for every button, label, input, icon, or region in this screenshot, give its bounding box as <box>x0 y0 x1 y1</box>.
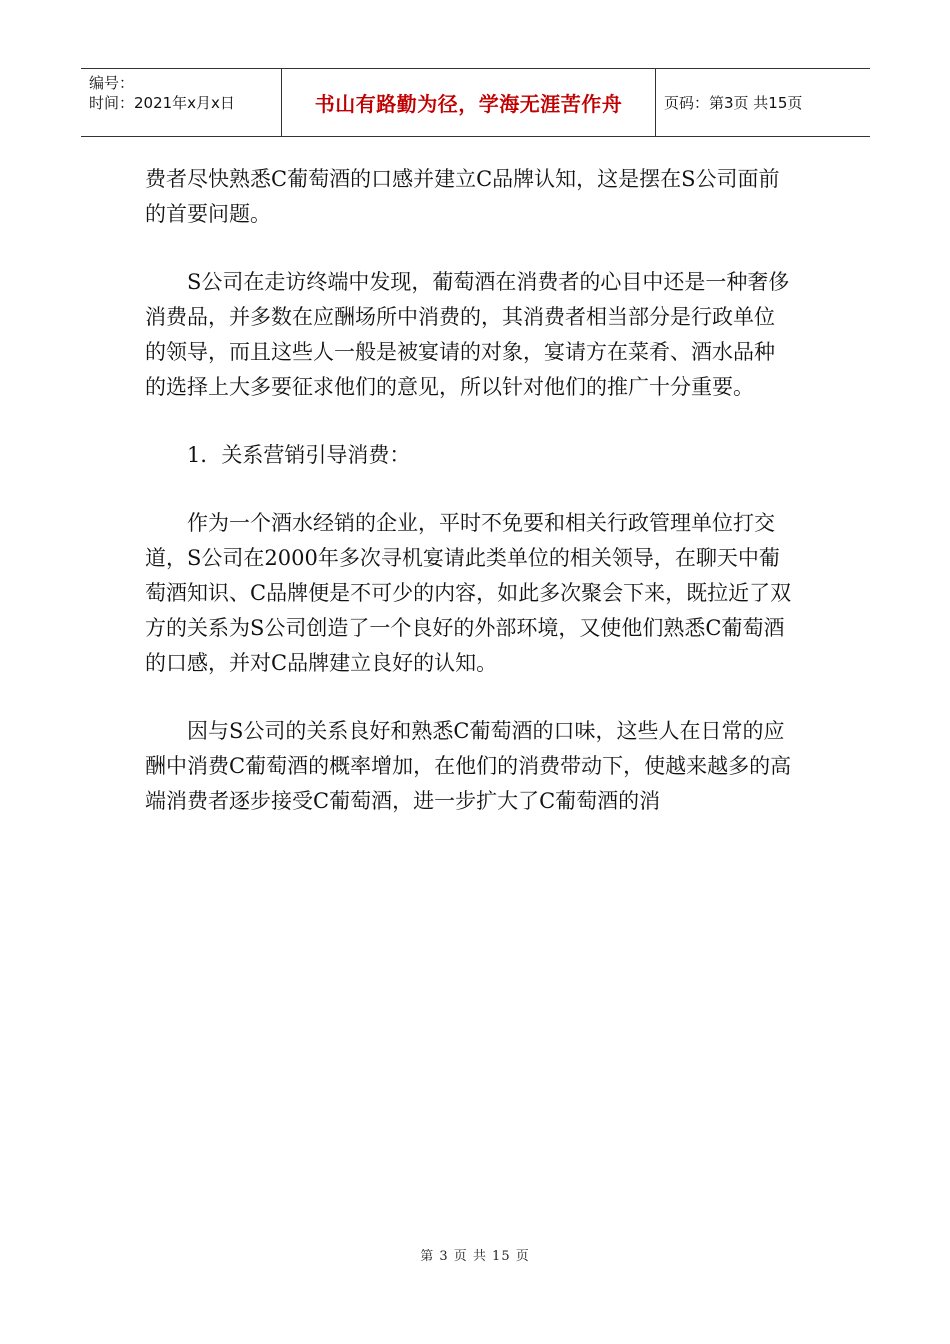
section-heading: 1．关系营销引导消费： <box>187 443 411 467</box>
document-date-label: 时间：2021年x月x日 <box>89 94 235 112</box>
paragraph: S公司在走访终端中发现，葡萄酒在消费者的心目中还是一种奢侈消费品，并多数在应酬场所中消费的，其消费者相当部分是行政单位的领导，而且这些人一般是被宴请的对象，宴请方在菜肴、酒水品种的选择上大多要征求他们的意见，所以针对他们的推广十分重要。 <box>145 270 790 399</box>
page-footer: 第 3 页 共 15 页 <box>420 1249 530 1264</box>
document-body <box>145 162 793 852</box>
document-number-label: 编号： <box>89 74 135 92</box>
page-header <box>81 68 870 137</box>
header-meta <box>81 69 281 136</box>
header-page-info: 页码：第3页 共15页 <box>664 94 803 112</box>
header-motto: 书山有路勤为径，学海无涯苦作舟 <box>281 69 656 136</box>
paragraph: 作为一个酒水经销的企业，平时不免要和相关行政管理单位打交道，S公司在2000年多次寻机宴请此类单位的相关领导，在聊天中葡萄酒知识、C品牌便是不可少的内容，如此多次聚会下来，既拉近了双方的关系为S公司创造了一个良好的外部环境，又使他们熟悉C葡萄酒的口感，并对C品牌建立良好的认知。 <box>145 511 792 675</box>
paragraph-continuation: 费者尽快熟悉C葡萄酒的口感并建立C品牌认知，这是摆在S公司面前的首要问题。 <box>145 167 780 226</box>
paragraph: 因与S公司的关系良好和熟悉C葡萄酒的口味，这些人在日常的应酬中消费C葡萄酒的概率增加，在他们的消费带动下，使越来越多的高端消费者逐步接受C葡萄酒，进一步扩大了C葡萄酒的消 <box>145 719 792 813</box>
